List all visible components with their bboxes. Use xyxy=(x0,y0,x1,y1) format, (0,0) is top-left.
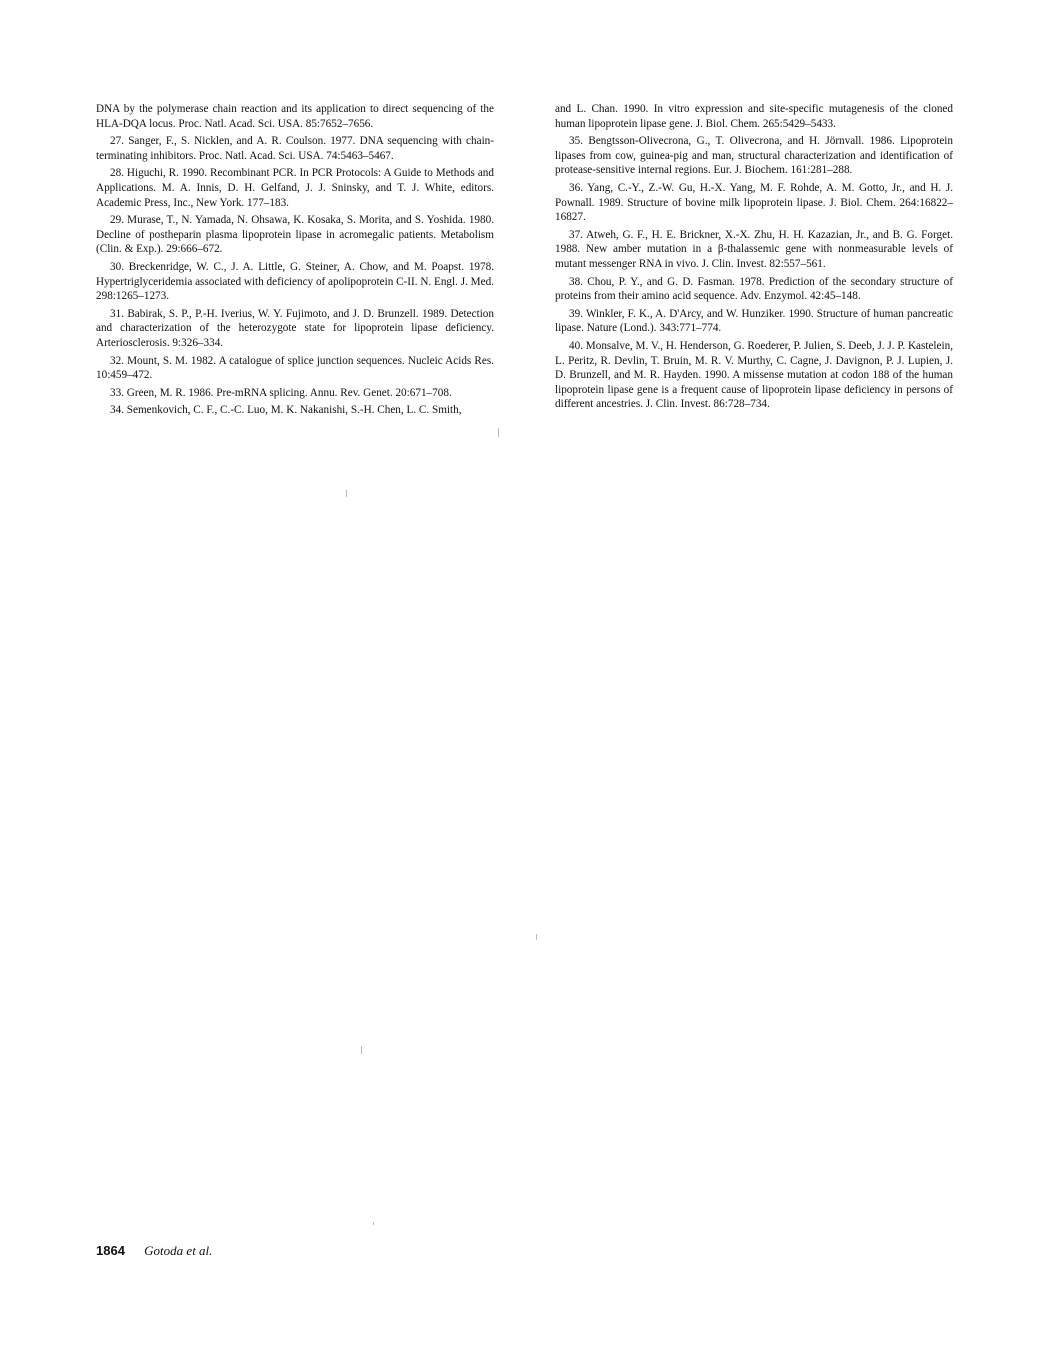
references-right-column xyxy=(555,102,953,415)
reference-37: 37. Atweh, G. F., H. E. Brickner, X.-X. Zhu, H. H. Kazazian, Jr., and B. G. Forget. 1988. New amber mutation in a β-thalassemic gene with nonmeasurable levels of mutant messenger RNA in vivo. J. Clin. Invest. 82:557–561. xyxy=(555,228,953,270)
reference-28: 28. Higuchi, R. 1990. Recombinant PCR. In PCR Protocols: A Guide to Methods and Applications. M. A. Innis, D. H. Gelfand, J. J. Sninsky, and T. J. White, editors. Academic Press, Inc., New York. 177–183. xyxy=(96,167,494,209)
reference-38: 38. Chou, P. Y., and G. D. Fasman. 1978. Prediction of the secondary structure of proteins from their amino acid sequence. Adv. Enzymol. 42:45–148. xyxy=(555,275,953,303)
references-left-column xyxy=(96,102,494,421)
reference-32: 32. Mount, S. M. 1982. A catalogue of splice junction sequences. Nucleic Acids Res. 10:459–472. xyxy=(96,354,494,382)
scan-speck xyxy=(498,428,499,437)
reference-29: 29. Murase, T., N. Yamada, N. Ohsawa, K. Kosaka, S. Morita, and S. Yoshida. 1980. Decline of postheparin plasma lipoprotein lipase in acromegalic patients. Metabolism (Clin. & Exp.). 29:666–672. xyxy=(96,214,494,256)
reference-31: 31. Babirak, S. P., P.-H. Iverius, W. Y. Fujimoto, and J. D. Brunzell. 1989. Detection and characterization of the heterozygote state for lipoprotein lipase deficiency. Arteriosclerosis. 9:326–334. xyxy=(96,307,494,349)
reference-34: 34. Semenkovich, C. F., C.-C. Luo, M. K. Nakanishi, S.-H. Chen, L. C. Smith, xyxy=(110,404,462,417)
reference-34-continued: and L. Chan. 1990. In vitro expression and site-specific mutagenesis of the cloned human lipoprotein lipase gene. J. Biol. Chem. 265:5429–5433. xyxy=(555,103,953,130)
scan-speck xyxy=(346,490,347,497)
page-footer xyxy=(96,1243,212,1259)
reference-27: 27. Sanger, F., S. Nicklen, and A. R. Coulson. 1977. DNA sequencing with chain-terminating inhibitors. Proc. Natl. Acad. Sci. USA. 74:5463–5467. xyxy=(96,135,494,162)
reference-40: 40. Monsalve, M. V., H. Henderson, G. Roederer, P. Julien, S. Deeb, J. J. P. Kastelein, L. Peritz, R. Devlin, T. Bruin, M. R. V. Murthy, C. Cagne, J. Davignon, P. J. Lupien, J. D. Brunzell, and M. R. Hayden. 1990. A missense mutation at codon 188 of the human lipoprotein lipase gene is a frequent cause of lipoprotein lipase deficiency in persons of different ancestries. J. Clin. Invest. 86:728–734. xyxy=(555,339,953,411)
reference-30: 30. Breckenridge, W. C., J. A. Little, G. Steiner, A. Chow, and M. Poapst. 1978. Hypertriglyceridemia associated with deficiency of apolipoprotein C-II. N. Engl. J. Med. 298:1265–1273. xyxy=(96,260,494,303)
reference-36: 36. Yang, C.-Y., Z.-W. Gu, H.-X. Yang, M. F. Rohde, A. M. Gotto, Jr., and H. J. Pownall. 1989. Structure of bovine milk lipoprotein lipase. J. Biol. Chem. 264:16822–16827. xyxy=(555,181,953,224)
scan-speck xyxy=(373,1222,374,1225)
running-head: Gotoda et al. xyxy=(144,1243,213,1258)
reference-26-continued: DNA by the polymerase chain reaction and its application to direct sequencing of the HLA-DQA locus. Proc. Natl. Acad. Sci. USA. 85:7652–7656. xyxy=(96,103,494,130)
reference-35: 35. Bengtsson-Olivecrona, G., T. Olivecrona, and H. Jörnvall. 1986. Lipoprotein lipases from cow, guinea-pig and man, structural characterization and identification of protease-sensitive internal regions. Eur. J. Biochem. 161:281–288. xyxy=(555,135,953,177)
page-number: 1864 xyxy=(96,1243,125,1258)
reference-39: 39. Winkler, F. K., A. D'Arcy, and W. Hunziker. 1990. Structure of human pancreatic lipase. Nature (Lond.). 343:771–774. xyxy=(555,307,953,335)
reference-33: 33. Green, M. R. 1986. Pre-mRNA splicing. Annu. Rev. Genet. 20:671–708. xyxy=(110,386,452,399)
scan-speck xyxy=(536,934,537,940)
scan-speck xyxy=(361,1046,362,1054)
